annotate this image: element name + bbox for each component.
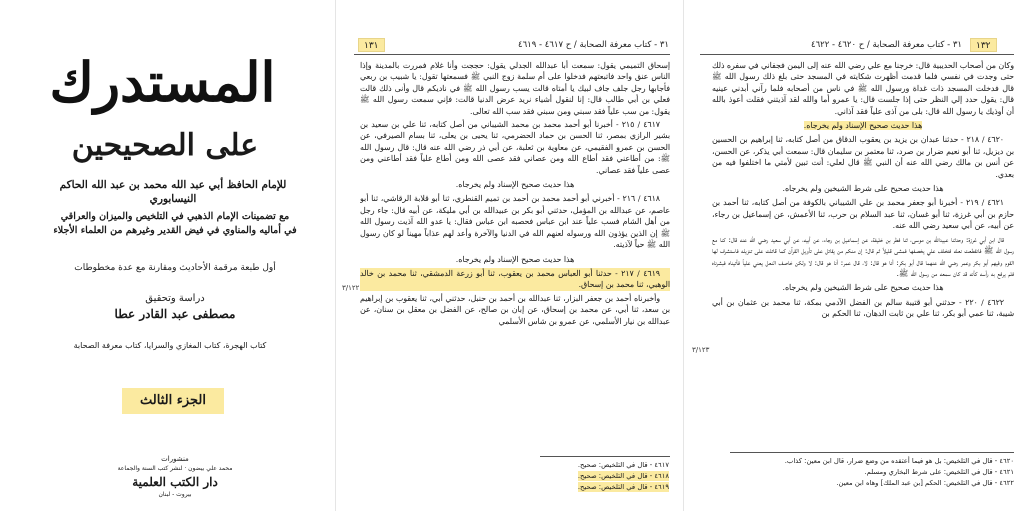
edition-note: أول طبعة مرقمة الأحاديث ومقارنة مع عدة مخطوطات	[74, 263, 276, 273]
footnote-rule	[540, 456, 670, 457]
page-number: ١٣١	[358, 38, 385, 52]
margin-reference: ٣/١٢٢	[342, 284, 360, 292]
publisher-name: دار الكتب العلمية	[132, 475, 218, 489]
page-body	[712, 60, 1014, 444]
running-header: ٣١ - كتاب معرفة الصحابة / ح ٤٦٢٠ - ٤٦٢٢	[811, 40, 962, 50]
footnote-highlighted: ٤٦١٨ - قال في التلخيص: صحيح.	[577, 472, 669, 480]
publisher-owner-name: محمد علي بيضون	[188, 465, 233, 472]
volume-contents: كتاب الهجرة، كتاب المغازي والسرايا، كتاب معرفة الصحابة	[73, 341, 267, 350]
paragraph: إسحاق التميمي يقول: سمعت أبا عبدالله الجدلي يقول: حججت وأنا غلام فمررت بالمدينة وإذا الناس عنق واحد فاتبعتهم فدخلوا على أم سلمة زوج النبي ﷺ فسمعتها تقول: يا شبيب بن ربعي فأجابها رجل جلف جاف لبيك يا أمتاه قالت يسب رسول الله ﷺ في ناديكم قال وأنى ذلك قالت فعلي بن أبي طالب قال: إنا لنقول أشياء نريد عرض الدنيا قالت: فإني سمعت رسول الله ﷺ يقول: من سب علياً فقد سبني ومن سبني فقد سب الله تعالى.	[360, 61, 670, 116]
footnote: ٤٦٢١ - قال في التلخيص: على شرط البخاري ومسلم.	[864, 468, 1014, 476]
hadith-entry: ٤٦١٧ / ٢١٥ - أخبرنا أبو أحمد محمد بن محمد الشيباني من أصل كتابه، ثنا علي بن سعيد بن بشير الرازي بمصر، ثنا الحسن بن حماد الحضرمي، ثنا يحيى بن يعلى، ثنا بسام الصيرفي، عن الحسن بن عمرو الفقيمي، عن معاوية بن ثعلبة، عن أبي ذر رضي الله عنه قال: قال رسول الله ﷺ: من أطاعني فقد أطاع الله ومن عصاني فقد عصى الله ومن أطاع علياً فقد أطاعني ومن عصى علياً فقد عصاني.	[360, 120, 670, 175]
study-label: دراسة وتحقيق	[145, 293, 205, 304]
footnote-highlighted: ٤٦١٩ - قال في التلخيص: صحيح.	[577, 483, 669, 491]
page-number: ١٣٢	[970, 38, 997, 52]
book-description	[40, 210, 310, 238]
publisher-label: منشورات	[161, 455, 189, 463]
hadith-entry: وأخبرناه أحمد بن جعفر البزار، ثنا عبدالله بن أحمد بن حنبل، حدثني أبي، ثنا يعقوب بن إبراهيم بن سعد، ثنا أبي، عن محمد بن إسحاق، عن إبان بن صالح، عن الفضل بن معقل بن سنان، عن عبدالله بن نيار الأسلمي، عن عمرو بن شاس الأسلمي	[360, 293, 670, 326]
header-rule	[700, 54, 1014, 55]
publisher-owner: محمد علي بيضون · لنشر كتب السنة والجماعة	[117, 465, 233, 472]
margin-reference: ٣/١٢٣	[692, 346, 710, 354]
paragraph: وكان من أصحاب الحديبية قال: خرجنا مع علي رضي الله عنه إلى اليمن فجفاني في سفره ذلك حتى وجدت في نفسي فلما قدمت أظهرت شكايته في المسجد حتى بلغ ذلك رسول الله ﷺ قال فدخلت المسجد ذات غداة ورسول الله ﷺ في ناس من أصحابه فلما رآني أبدني عينيه قال: يقول حدد إلي النظر حتى إذا جلست قال: يا عمرو أما والله لقد آذيتني فقلت أعوذ بالله أن أوذيك يا رسول الله قال: بلى من آذى علياً فقد آذاني.	[712, 61, 1014, 116]
page-body	[360, 60, 670, 448]
hadith-entry: ٤٦٢١ / ٢١٩ - أخبرنا أبو جعفر محمد بن علي الشيباني بالكوفة من أصل كتابه، ثنا أحمد بن حازم بن أبي غرزة، ثنا أبو غسان، ثنا عبد السلام بن حرب، ثنا الأعمش، عن إسماعيل بن رجاء، عن أبيه، عن أبي سعيد رضي الله عنه.	[712, 198, 1014, 231]
volume-label: الجزء الثالث	[122, 388, 224, 414]
book-page-131	[340, 0, 684, 511]
description-line-1: مع تضمينات الإمام الذهبي في التلخيص والميزان والعراقي	[60, 211, 290, 222]
hadith-entry-highlighted: ٤٦١٩ / ٢١٧ - حدثنا أبو العباس محمد بن يعقوب، ثنا أبو زرعة الدمشقي، ثنا محمد بن خالد الوهبي، ثنا محمد بن إسحاق.	[360, 268, 670, 290]
book-subtitle: على الصحيحين	[71, 128, 259, 163]
hadith-entry: ٤٦٢٠ / ٢١٨ - حدثنا عبدان بن يزيد بن يعقوب الدقاق من أصل كتابه، ثنا إبراهيم بن الحسين بن ديزيل، ثنا أبو نعيم ضرار بن صرد، ثنا معتمر بن سليمان قال: سمعت أبي يذكر، عن الحسن، عن أنس بن مالك رضي الله عنه أن النبي ﷺ قال لعلي: أنت تبين لأمتي ما اختلفوا فيه من بعدي.	[712, 135, 1014, 179]
header-rule	[354, 54, 670, 55]
running-header: ٣١ - كتاب معرفة الصحابة / ح ٤٦١٧ - ٤٦١٩	[518, 40, 669, 50]
hadith-entry: قال ابن أبي غرزة: وحدثنا عبيدالله بن موسى، ثنا فطر بن خليفة، عن إسماعيل بن رجاء، عن أبيه، عن أبي سعيد رضي الله عنه قال: كنا مع رسول الله ﷺ فانقطعت نعله فتخلف علي يخصفها فمشى قليلاً ثم قال: إن منكم من يقاتل على تأويل القرآن كما قاتلت على تنزيله فاستشرف لها القوم وفيهم أبو بكر وعمر رضي الله عنهما قال أبو بكر: أنا هو قال: لا، قال عمر: أنا هو قال: لا ولكن خاصف النعل يعني علياً فأتيناه فبشرناه فلم يرفع به رأسه كأنه قد كان سمعه من رسول الله ﷺ.	[712, 234, 1014, 278]
footnote-rule	[730, 452, 1014, 453]
description-line-2: في أماليه والمناوي في فيض القدير وغيرهم من العلماء الأجلاء	[53, 225, 297, 236]
book-page-132	[690, 0, 1024, 511]
footnote: ٤٦٢٢ - قال في التلخيص: الحكم [بن عبد الملك] وهاه ابن معين.	[836, 479, 1014, 487]
grading-line: هذا حديث صحيح على شرط الشيخين ولم يخرجاه.	[782, 283, 944, 293]
grading-line: هذا حديث صحيح الإسناد ولم يخرجاه.	[455, 254, 575, 264]
title-page	[0, 0, 336, 511]
grading-line: هذا حديث صحيح الإسناد ولم يخرجاه.	[455, 180, 575, 190]
grading-line: هذا حديث صحيح على شرط الشيخين ولم يخرجاه.	[782, 184, 944, 194]
publisher-owner-tagline: لنشر كتب السنة والجماعة	[117, 465, 183, 472]
grading-highlighted: هذا حديث صحيح الإسناد ولم يخرجاه.	[803, 121, 923, 131]
grading-line	[712, 120, 1014, 131]
hadith-entry: ٤٦٢٢ / ٢٢٠ - حدثني أبو قتيبة سالم بن الفضل الآدمي بمكة، ثنا محمد بن عثمان بن أبي شيبة، ثنا عمي أبو بكر، ثنا علي بن ثابت الدهان، ثنا الحكم بن	[712, 297, 1014, 319]
hadith-entry: ٤٦١٨ / ٢١٦ - أخبرني أبو أحمد محمد بن أحمد بن تميم القنطري، ثنا أبو قلابة الرقاشي، ثنا أبو عاصم، عن عبدالله بن المؤمل، حدثني أبو بكر بن عبيدالله بن أبي مليكة، عن أبيه قال: جاء رجل من أهل الشام فسب علياً عند ابن عباس فحصبه ابن عباس فقال: يا عدو الله آذيت رسول الله ﷺ إن الذين يؤذون الله ورسوله لعنهم الله في الدنيا والآخرة وأعد لهم عذاباً مهيناً لو كان رسول الله ﷺ حياً لآذيته.	[360, 194, 670, 250]
footnote: ٤٦٢٠ - قال في التلخيص: بل هو فيما أعتقده من وضع ضرار، قال ابن معين: كذاب.	[784, 457, 1014, 465]
book-author: للإمام الحافظ أبي عبد الله محمد بن عبد الله الحاكم النيسابوري	[59, 179, 287, 205]
footnote: ٤٦١٧ - قال في التلخيص: صحيح.	[577, 461, 669, 469]
publisher-place: بيروت - لبنان	[158, 491, 192, 498]
editor-name: مصطفى عبد القادر عطا	[114, 307, 236, 321]
book-title: المستدرك	[49, 50, 276, 114]
